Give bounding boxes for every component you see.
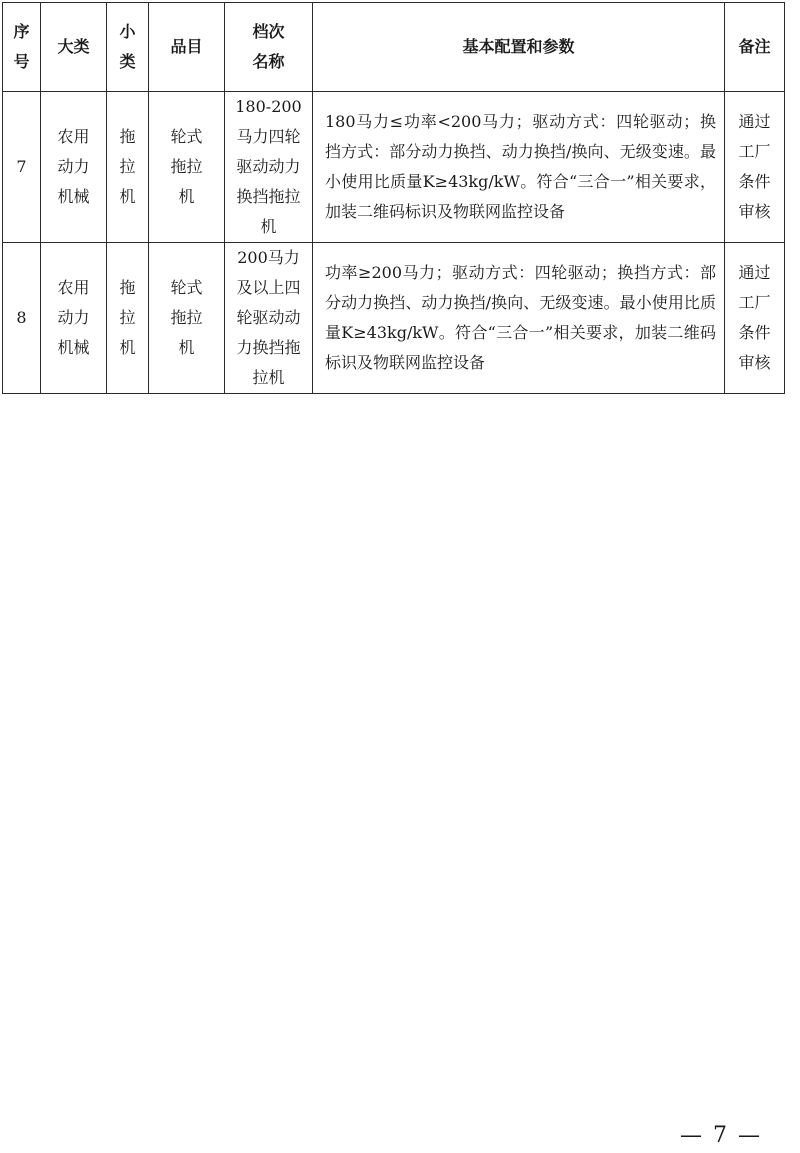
cell-grade-name: 200马力及以上四轮驱动动力换挡拖拉机 xyxy=(225,243,313,394)
cell-config: 180马力≤功率<200马力；驱动方式：四轮驱动；换挡方式：部分动力换挡、动力换挡/换向、无级变速。最小使用比质量K≥43kg/kW。符合“三合一”相关要求，加装二维码标识及物联网监控设备 xyxy=(313,92,725,243)
cell-item: 轮式拖拉机 xyxy=(149,243,225,394)
header-config: 基本配置和参数 xyxy=(313,3,725,92)
header-subcategory: 小类 xyxy=(107,3,149,92)
cell-subcategory: 拖拉机 xyxy=(107,92,149,243)
cell-remark: 通过工厂条件审核 xyxy=(725,243,785,394)
header-grade-name: 档次名称 xyxy=(225,3,313,92)
cell-remark: 通过工厂条件审核 xyxy=(725,92,785,243)
cell-seq: 8 xyxy=(3,243,41,394)
header-item: 品目 xyxy=(149,3,225,92)
cell-config: 功率≥200马力；驱动方式：四轮驱动；换挡方式：部分动力换挡、动力换挡/换向、无级变速。最小使用比质量K≥43kg/kW。符合“三合一”相关要求，加装二维码标识及物联网监控设备 xyxy=(313,243,725,394)
cell-grade-name: 180-200马力四轮驱动动力换挡拖拉机 xyxy=(225,92,313,243)
page-number: — 7 — xyxy=(680,1123,762,1148)
cell-category: 农用动力机械 xyxy=(41,243,107,394)
cell-category: 农用动力机械 xyxy=(41,92,107,243)
header-seq: 序号 xyxy=(3,3,41,92)
header-remark: 备注 xyxy=(725,3,785,92)
table-row xyxy=(3,92,785,243)
table-header-row xyxy=(3,3,785,92)
spec-table xyxy=(2,2,785,394)
cell-item: 轮式拖拉机 xyxy=(149,92,225,243)
cell-seq: 7 xyxy=(3,92,41,243)
header-category: 大类 xyxy=(41,3,107,92)
table-row xyxy=(3,243,785,394)
cell-subcategory: 拖拉机 xyxy=(107,243,149,394)
